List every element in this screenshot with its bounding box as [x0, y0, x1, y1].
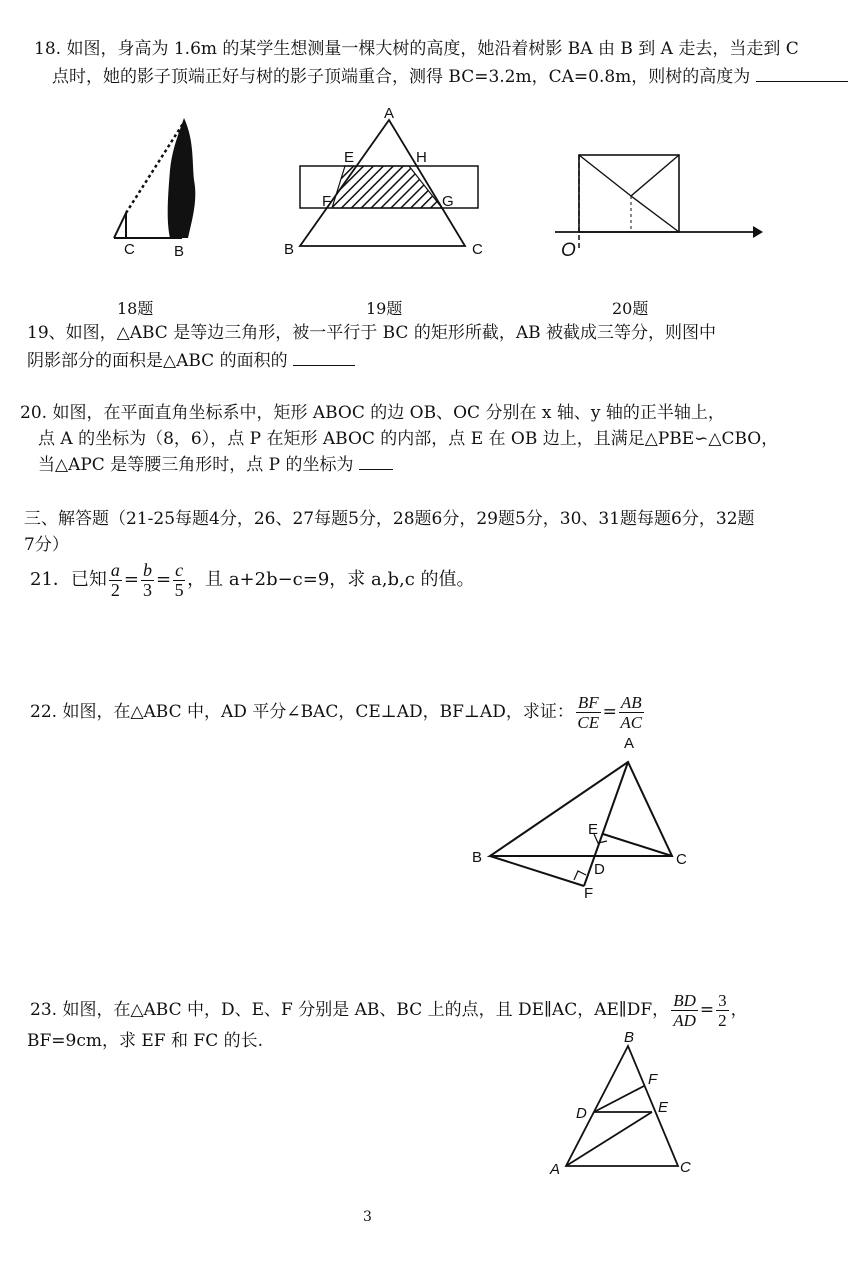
q22-fraction-right: [619, 693, 644, 732]
q23-den-ad: AD: [673, 1011, 696, 1030]
caption-19: 19题: [366, 299, 403, 318]
fig20-label-o: O: [561, 240, 576, 261]
q22: 22. 如图，在△ABC 中，AD 平分∠BAC，CE⊥AD，BF⊥AD，求证： $\frac{BF}{CE}$ = $\frac{AB}{AC}$: [30, 693, 643, 732]
q20-line3-text: 当△APC 是等腰三角形时，点 P 的坐标为: [38, 455, 354, 475]
figure-18: [100, 110, 210, 260]
q20-line3: [38, 454, 393, 476]
fig22-label-f: F: [584, 885, 594, 902]
fig22-label-a: A: [624, 735, 635, 752]
fig18-label-b: B: [174, 243, 185, 260]
fig22-label-c: C: [676, 851, 687, 868]
q21-prefix: 21．已知: [30, 569, 107, 590]
section3-line1: 三、解答题（21-25每题4分，26、27每题5分，28题6分，29题5分，30、31题每题6分，32题: [24, 509, 755, 529]
fig19-label-c: C: [472, 241, 483, 258]
q22-den-ac: AC: [620, 713, 643, 732]
q20-answer-blank: [359, 469, 393, 470]
q21-fraction-c-den: 5: [174, 579, 184, 600]
q23-fraction-ratio: [716, 991, 729, 1030]
q21: [30, 560, 475, 600]
q21-suffix: ，且 a+2b−c=9，求 a,b,c 的值。: [187, 569, 475, 590]
fig22-label-d: D: [594, 861, 605, 878]
figure-22: [470, 730, 700, 905]
figure-23: [548, 1026, 708, 1186]
q23-line2: BF=9cm，求 EF 和 FC 的长.: [27, 1031, 264, 1051]
q19-line2-text: 阴影部分的面积是△ABC 的面积的: [27, 351, 288, 371]
q23-line1-text: 23. 如图，在△ABC 中，D、E、F 分别是 AB、BC 上的点，且 DE∥AC，AE∥DF，: [30, 1000, 670, 1020]
q22-num-bf: BF: [577, 693, 599, 712]
q22-den-ce: CE: [577, 713, 600, 732]
q21-fraction-b-num: b: [143, 559, 152, 580]
fig23-label-c: C: [680, 1159, 691, 1176]
fig19-label-h: H: [416, 149, 427, 166]
section3-line2: 7分）: [24, 535, 69, 555]
q23-den-2: 2: [718, 1011, 727, 1030]
q21-eq2: =: [156, 569, 172, 590]
q20-line2: 点 A 的坐标为（8，6），点 P 在矩形 ABOC 的内部，点 E 在 OB 边上，且满足△PBE∽△CBO，: [38, 429, 779, 449]
fig22-label-e: E: [588, 821, 599, 838]
fig22-label-b: B: [472, 849, 483, 866]
q19-line1: 19、如图，△ABC 是等边三角形，被一平行于 BC 的矩形所截，AB 被截成三等分，则图中: [27, 323, 716, 343]
fig23-label-a: A: [550, 1161, 561, 1178]
q21-fraction-a-num: a: [110, 559, 120, 580]
q22-fraction-left: [576, 693, 601, 732]
q23-num-bd: BD: [673, 991, 696, 1010]
fig23-label-d: D: [576, 1105, 587, 1122]
q18-line2: [52, 66, 848, 88]
fig19-label-b: B: [284, 241, 295, 258]
q18-line1: 18. 如图，身高为 1.6m 的某学生想测量一棵大树的高度，她沿着树影 BA 由 B 到 A 走去，当走到 C: [34, 39, 799, 59]
fig19-label-f: F: [322, 193, 332, 210]
q21-fraction-c: [173, 561, 185, 600]
q22-text: 22. 如图，在△ABC 中，AD 平分∠BAC，CE⊥AD，BF⊥AD，求证：: [30, 702, 574, 722]
q18-line2-text: 点时，她的影子顶端正好与树的影子顶端重合，测得 BC=3.2m，CA=0.8m，则树的高度为: [52, 67, 751, 87]
q21-eq1: =: [123, 569, 139, 590]
fig23-label-b: B: [624, 1029, 635, 1046]
fig23-label-f: F: [648, 1071, 658, 1088]
q18-answer-blank: [756, 81, 848, 82]
q20-line1: 20. 如图，在平面直角坐标系中，矩形 ABOC 的边 OB、OC 分别在 x 轴、y 轴的正半轴上，: [20, 403, 725, 423]
fig18-label-c: C: [124, 241, 135, 258]
fig23-label-e: E: [658, 1099, 669, 1116]
q21-fraction-c-num: c: [175, 559, 184, 580]
q19-answer-blank: [293, 365, 355, 366]
fig19-label-a: A: [384, 105, 395, 122]
fig19-label-e: E: [344, 149, 355, 166]
q21-fraction-a: [109, 561, 122, 600]
figure-19: [282, 105, 492, 268]
q23-fraction-bd-ad: [671, 991, 698, 1030]
caption-18: 18题: [117, 299, 154, 318]
q21-fraction-b: [141, 561, 154, 600]
q19-line2: [27, 350, 355, 372]
caption-20: 20题: [612, 299, 649, 318]
q21-fraction-a-den: 2: [110, 579, 120, 600]
figure-20: [555, 150, 765, 265]
page-number: 3: [363, 1209, 372, 1225]
q23-num-3: 3: [718, 991, 727, 1010]
q21-fraction-b-den: 3: [143, 579, 152, 600]
fig19-label-g: G: [442, 193, 454, 210]
q23-line1: 23. 如图，在△ABC 中，D、E、F 分别是 AB、BC 上的点，且 DE∥AC，AE∥DF， $\frac{BD}{AD}$ = $\frac{3}{2}$ ，: [30, 991, 748, 1030]
q22-num-ab: AB: [620, 693, 642, 712]
